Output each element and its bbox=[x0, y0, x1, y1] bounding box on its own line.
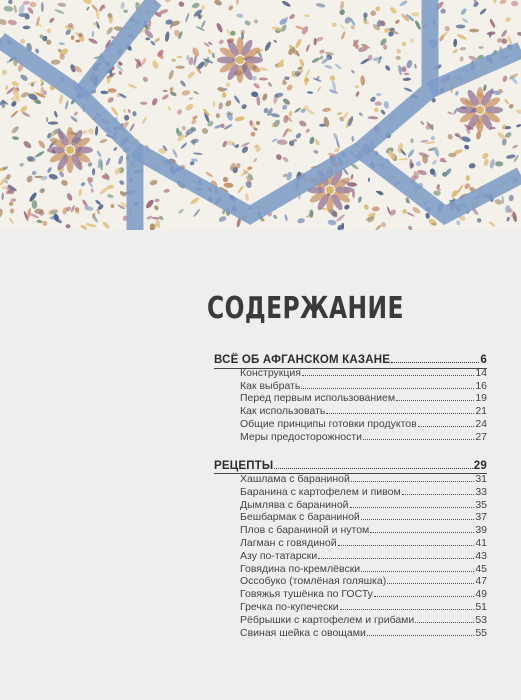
dot-leader bbox=[326, 405, 474, 414]
dot-leader bbox=[361, 563, 474, 572]
toc-item[interactable] bbox=[240, 537, 487, 549]
toc-item-page: 41 bbox=[475, 537, 487, 549]
dot-leader bbox=[274, 460, 472, 469]
toc-item-label: Бешбармак с бараниной bbox=[240, 511, 360, 524]
toc-item-label: Говядина по-кремлёвски bbox=[240, 562, 361, 575]
toc-item-page: 53 bbox=[475, 613, 487, 626]
toc-item-label: Свиная шейка с овощами bbox=[240, 626, 366, 639]
toc-item[interactable] bbox=[240, 405, 487, 417]
toc-item[interactable] bbox=[240, 392, 487, 404]
toc-item-page: 45 bbox=[475, 562, 487, 575]
dot-leader bbox=[415, 614, 474, 623]
dot-leader bbox=[318, 550, 474, 559]
toc-item[interactable] bbox=[240, 550, 487, 562]
toc-item-page: 24 bbox=[475, 417, 487, 430]
dot-leader bbox=[374, 588, 474, 597]
toc-item-page: 37 bbox=[475, 511, 487, 524]
toc-section-heading: РЕЦЕПТЫ bbox=[214, 460, 274, 472]
toc-item[interactable] bbox=[240, 431, 487, 443]
toc-item-label: Говяжья тушёнка по ГОСТу bbox=[240, 588, 373, 601]
dot-leader bbox=[340, 601, 475, 610]
toc-item-label: Как использовать bbox=[240, 405, 326, 418]
toc-item[interactable] bbox=[240, 511, 487, 523]
toc-item[interactable] bbox=[240, 588, 487, 600]
toc-item[interactable] bbox=[240, 380, 487, 392]
toc-item[interactable] bbox=[240, 418, 487, 430]
toc-item-page: 16 bbox=[475, 379, 487, 392]
dot-leader bbox=[351, 473, 474, 482]
toc-item[interactable] bbox=[240, 524, 487, 536]
toc-item-label: Азу по-татарски bbox=[240, 549, 318, 562]
toc-item-label: Общие принципы готовки продуктов bbox=[240, 417, 417, 430]
toc-item-label: Перед первым использованием bbox=[240, 392, 396, 405]
dot-leader bbox=[302, 367, 474, 376]
dot-leader bbox=[370, 524, 474, 533]
toc-item-page: 35 bbox=[475, 498, 487, 511]
toc-section-page: 29 bbox=[473, 460, 487, 472]
toc-item-label: Меры предосторожности bbox=[240, 430, 363, 443]
toc-item-label: Дымлява с бараниной bbox=[240, 498, 349, 511]
toc-item[interactable] bbox=[240, 601, 487, 613]
toc-item[interactable] bbox=[240, 614, 487, 626]
mosaic-pattern bbox=[0, 0, 521, 230]
dot-leader bbox=[391, 354, 479, 363]
toc-item-label: Плов с бараниной и нутом bbox=[240, 524, 370, 537]
toc-item-page: 14 bbox=[475, 367, 487, 379]
toc-item-page: 51 bbox=[475, 601, 487, 613]
decorative-banner bbox=[0, 0, 521, 230]
toc-item[interactable] bbox=[240, 575, 487, 587]
toc-item-label: Хашлама с бараниной bbox=[240, 473, 350, 485]
dot-leader bbox=[350, 499, 475, 508]
toc-item-label: Баранина с картофелем и пивом bbox=[240, 485, 401, 498]
dot-leader bbox=[396, 392, 474, 401]
toc-item-page: 47 bbox=[475, 575, 487, 588]
toc-item-page: 21 bbox=[475, 405, 487, 418]
page-title: СОДЕРЖАНИЕ bbox=[207, 291, 404, 326]
toc-item[interactable] bbox=[240, 627, 487, 639]
toc-item-label: Рёбрышки с картофелем и грибами bbox=[240, 613, 415, 626]
toc-item-page: 43 bbox=[475, 549, 487, 562]
dot-leader bbox=[387, 575, 474, 584]
toc-section[interactable] bbox=[214, 354, 487, 366]
toc-item-page: 55 bbox=[475, 626, 487, 639]
dot-leader bbox=[301, 380, 474, 389]
toc-item-page: 49 bbox=[475, 588, 487, 601]
dot-leader bbox=[367, 627, 474, 636]
toc-item-label: Оссобуко (томлёная голяшка) bbox=[240, 575, 387, 588]
toc-item-page: 27 bbox=[475, 430, 487, 443]
dot-leader bbox=[361, 511, 475, 520]
dot-leader bbox=[402, 486, 475, 495]
toc-section-heading: ВСЁ ОБ АФГАНСКОМ КАЗАНЕ bbox=[214, 354, 391, 366]
toc-item[interactable] bbox=[240, 563, 487, 575]
toc-item-page: 39 bbox=[475, 524, 487, 537]
toc-section[interactable] bbox=[214, 460, 487, 472]
toc-item-page: 33 bbox=[475, 485, 487, 498]
toc-item-label: Конструкция bbox=[240, 367, 301, 379]
dot-leader bbox=[338, 537, 475, 546]
toc-item[interactable] bbox=[240, 473, 487, 485]
toc-item-page: 31 bbox=[475, 473, 487, 485]
toc-item[interactable] bbox=[240, 367, 487, 379]
toc-item-label: Лагман с говядиной bbox=[240, 537, 337, 549]
toc-item[interactable] bbox=[240, 499, 487, 511]
toc-section-page: 6 bbox=[480, 354, 487, 366]
toc-item-page: 19 bbox=[475, 392, 487, 405]
dot-leader bbox=[418, 418, 475, 427]
toc-item[interactable] bbox=[240, 486, 487, 498]
dot-leader bbox=[363, 431, 474, 440]
toc-item-label: Как выбрать bbox=[240, 379, 301, 392]
toc-item-label: Гречка по-купечески bbox=[240, 601, 339, 613]
